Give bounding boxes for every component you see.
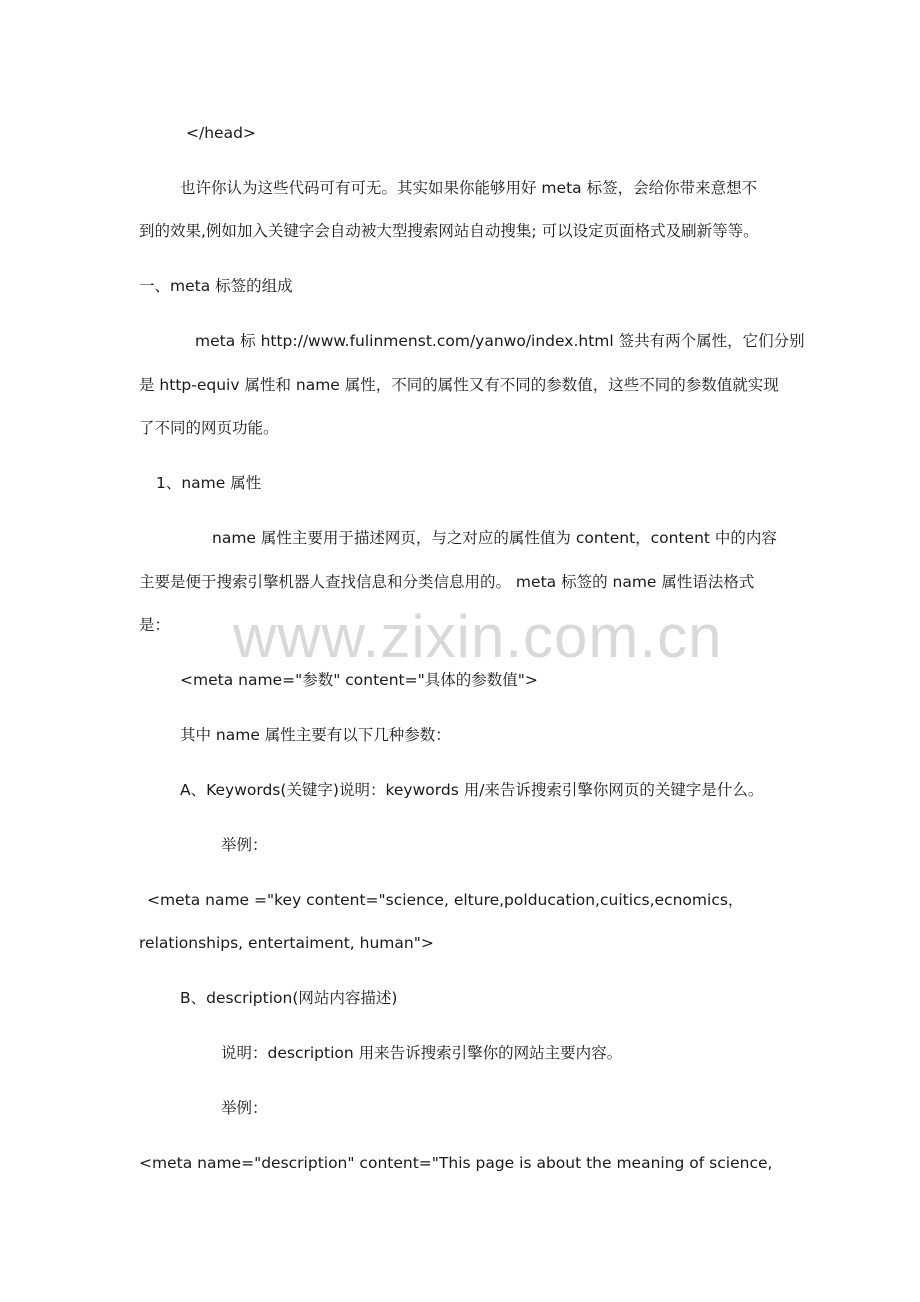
text-line-keywords: A、Keywords(关键字)说明：keywords 用/来告诉搜索引擎你网页的关键字是什么。	[180, 781, 764, 799]
text-line-meta-attrs-3: 了不同的网页功能。	[139, 419, 279, 437]
text-line-name-params: 其中 name 属性主要有以下几种参数：	[180, 726, 451, 744]
text-line-intro-1: 也许你认为这些代码可有可无。其实如果你能够用好 meta 标签，会给你带来意想不	[180, 179, 758, 197]
text-line-description-explain: 说明：description 用来告诉搜索引擎你的网站主要内容。	[221, 1044, 623, 1062]
watermark: www.zixin.com.cn	[233, 603, 723, 670]
section-heading-meta-composition: 一、meta 标签的组成	[139, 277, 293, 295]
code-line-description-example: <meta name="description" content="This page is about the meaning of science,	[139, 1154, 773, 1172]
text-line-head-close: </head>	[186, 124, 256, 142]
text-line-name-desc-1: name 属性主要用于描述网页，与之对应的属性值为 content，content 中的内容	[212, 529, 777, 547]
text-line-example-label-1: 举例：	[221, 836, 268, 854]
code-line-keywords-example-1: <meta name ="key content="science, elture,polducation,cuitics,ecnomics，	[147, 891, 744, 909]
text-line-meta-attrs-1: meta 标 http://www.fulinmenst.com/yanwo/index.html 签共有两个属性，它们分别	[195, 332, 805, 350]
text-line-description-heading: B、description(网站内容描述)	[180, 989, 398, 1007]
subheading-name-attribute: 1、name 属性	[156, 474, 262, 492]
code-line-keywords-example-2: relationships, entertaiment, human">	[139, 934, 434, 952]
text-line-meta-attrs-2: 是 http-equiv 属性和 name 属性，不同的属性又有不同的参数值，这些不同的参数值就实现	[139, 376, 779, 394]
text-line-example-label-2: 举例：	[221, 1099, 268, 1117]
text-line-name-desc-2: 主要是便于搜索引擎机器人查找信息和分类信息用的。 meta 标签的 name 属性语法格式	[139, 573, 755, 591]
text-line-intro-2: 到的效果,例如加入关键字会自动被大型搜索网站自动搜集; 可以设定页面格式及刷新等等。	[139, 222, 759, 240]
text-line-name-desc-3: 是：	[139, 616, 171, 634]
code-line-meta-syntax: <meta name="参数" content="具体的参数值">	[180, 671, 538, 689]
